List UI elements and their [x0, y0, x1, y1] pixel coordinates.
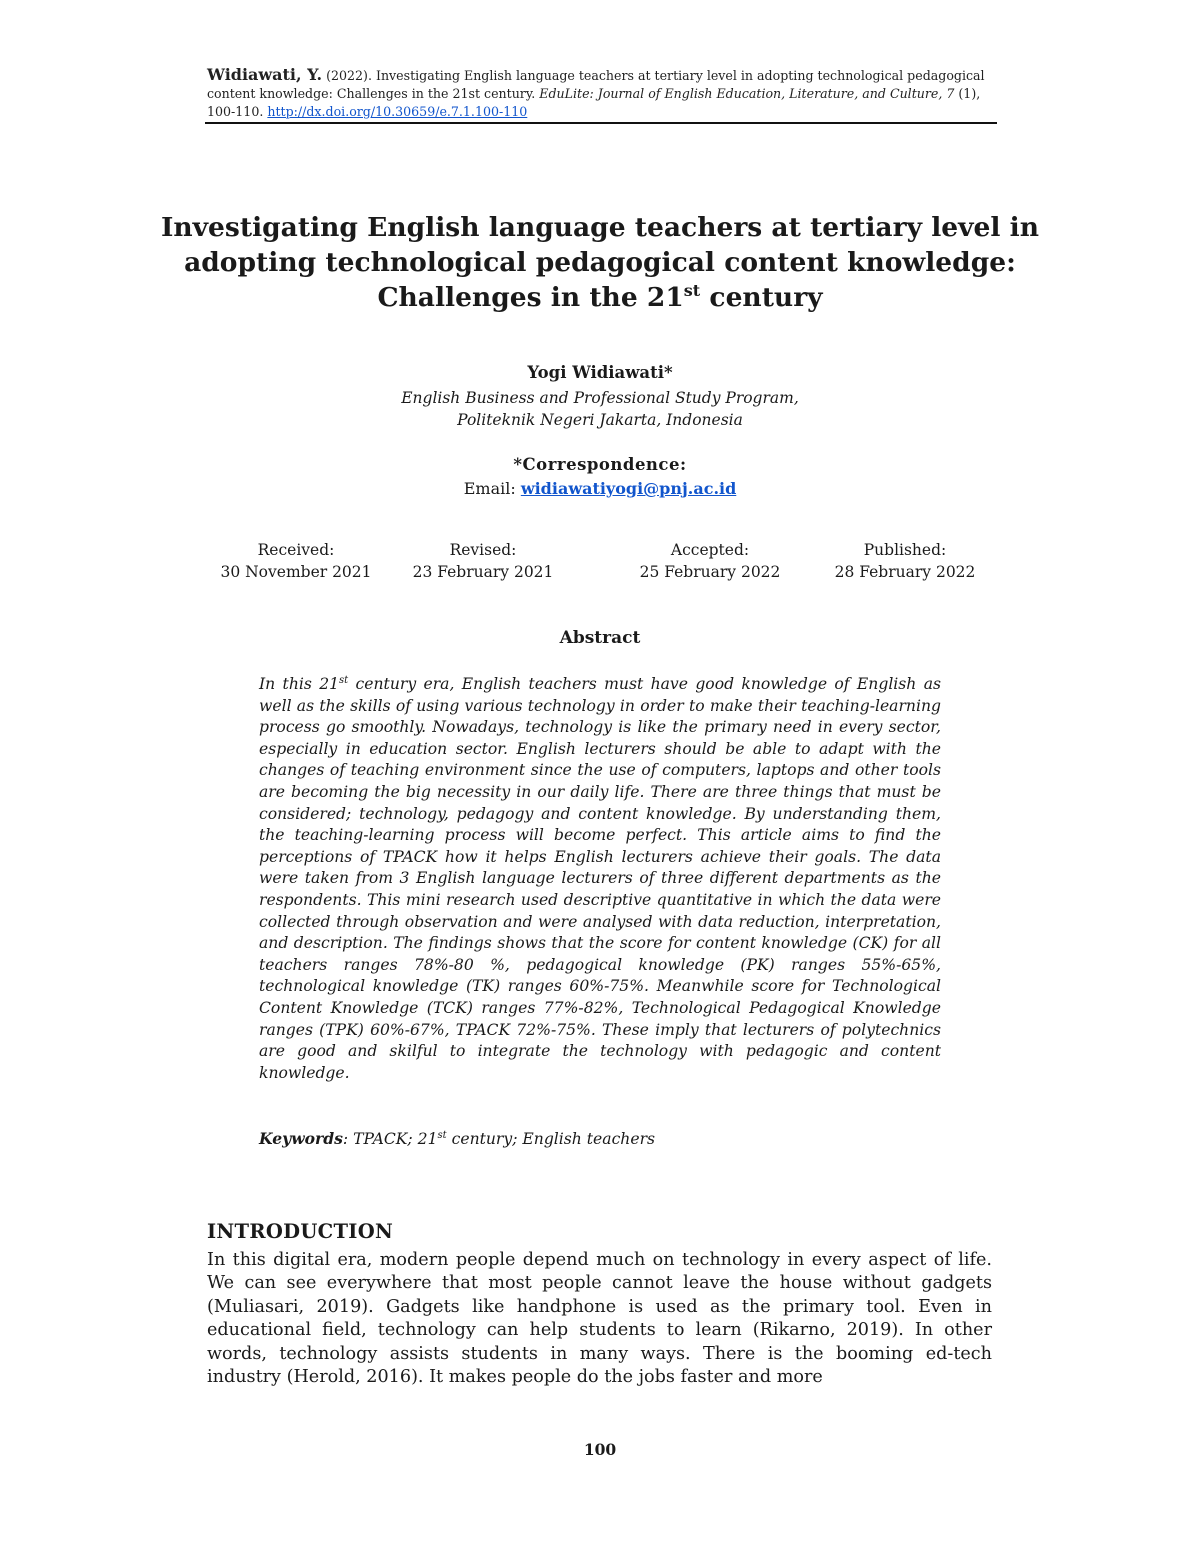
citation-author: Widiawati, Y. [207, 65, 323, 84]
citation-issue: (1), 100-110. [207, 86, 981, 119]
affiliation-line-2: Politeknik Negeri Jakarta, Indonesia [457, 411, 743, 429]
abstract-heading: Abstract [559, 628, 641, 648]
date-value: 30 November 2021 [220, 563, 372, 581]
abstract-body: century era, English teachers must have good knowledge of English as well as the skills of using various technology in order to make their teaching-learning process go smoothly. Nowadays, technology is like the primary need in every sector, especially in education sector. English lecturers should be able to adapt with the changes of teaching environment since the use of computers, laptops and other tools are becoming the big necessity in our daily life. There are three things that must be considered; technology, pedagogy and content knowledge. By understanding them, the teaching-learning process will become perfect. This article aims to find the perceptions of TPACK how it helps English lecturers achieve their goals. The data were taken from 3 English language lecturers of three different departments as the respondents. This mini research used descriptive quantitative in which the data were collected through observation and were analysed with data reduction, interpretation, and description. The findings shows that the score for content knowledge (CK) for all teachers ranges 78%-80 %, pedagogical knowledge (PK) ranges 55%-65%, technological knowledge (TK) ranges 60%-75%. Meanwhile score for Technological Content Knowledge (TCK) ranges 77%-82%, Technological Pedagogical Knowledge ranges (TPK) 60%-67%, TPACK 72%-75%. These imply that lecturers of polytechnics are good and skilful to integrate the technology with pedagogic and content knowledge. [259, 675, 941, 1082]
title-superscript: st [683, 281, 701, 301]
date-label: Published: [863, 541, 947, 559]
email-line [200, 479, 1000, 498]
abstract-intro: In this 21 [259, 675, 340, 693]
correspondence-heading: *Correspondence: [513, 455, 687, 474]
keywords-before: : TPACK; 21 [342, 1130, 438, 1148]
citation-journal: EduLite: Journal of English Education, Literature, and Culture, 7 [539, 86, 955, 101]
running-citation [207, 66, 997, 121]
page-number: 100 [583, 1440, 617, 1459]
keywords-label: Keywords [259, 1129, 343, 1148]
email-link[interactable]: widiawatiyogi@pnj.ac.id [520, 479, 737, 498]
date-label: Accepted: [670, 541, 750, 559]
introduction-text: In this digital era, modern people depend much on technology in every aspect of life. We can see everywhere that most people cannot leave the house without gadgets (Muliasari, 2019). Gadgets like handphone is used as the primary tool. Even in educational field, technology can help students to learn (Rikarno, 2019). In other words, technology assists students in many ways. There is the booming ed-tech industry (Herold, 2016). It makes people do the jobs faster and more [207, 1250, 992, 1388]
header-divider [205, 122, 997, 124]
article-dates [0, 539, 1200, 589]
title-main: Investigating English language teachers at tertiary level in adopting technological pedagogical content knowledge: Challenges in the 21 [160, 212, 1040, 313]
title-tail: century [700, 282, 823, 313]
citation-text: (2022). Investigating English language teachers at tertiary level in adopting technological pedagogical content knowledge: Challenges in the 21st century. [207, 68, 985, 101]
date-received [196, 539, 396, 583]
article-title [160, 210, 1040, 315]
date-published [805, 539, 1005, 583]
introduction-heading: INTRODUCTION [207, 1220, 394, 1243]
affiliation-line-1: English Business and Professional Study Program, [401, 389, 799, 407]
date-value: 25 February 2022 [639, 563, 781, 581]
doi-link[interactable]: http://dx.doi.org/10.30659/e.7.1.100-110 [267, 104, 528, 119]
date-accepted [610, 539, 810, 583]
date-value: 28 February 2022 [834, 563, 976, 581]
keywords-superscript: st [437, 1129, 447, 1141]
email-label: Email: [463, 479, 521, 498]
abstract-text [259, 674, 941, 1084]
keywords [259, 1128, 941, 1150]
keywords-after: century; English teachers [446, 1130, 656, 1148]
author-name: Yogi Widiawati* [527, 363, 673, 382]
date-label: Revised: [449, 541, 517, 559]
date-revised [383, 539, 583, 583]
date-label: Received: [257, 541, 335, 559]
date-value: 23 February 2021 [412, 563, 554, 581]
abstract-superscript: st [339, 674, 349, 686]
